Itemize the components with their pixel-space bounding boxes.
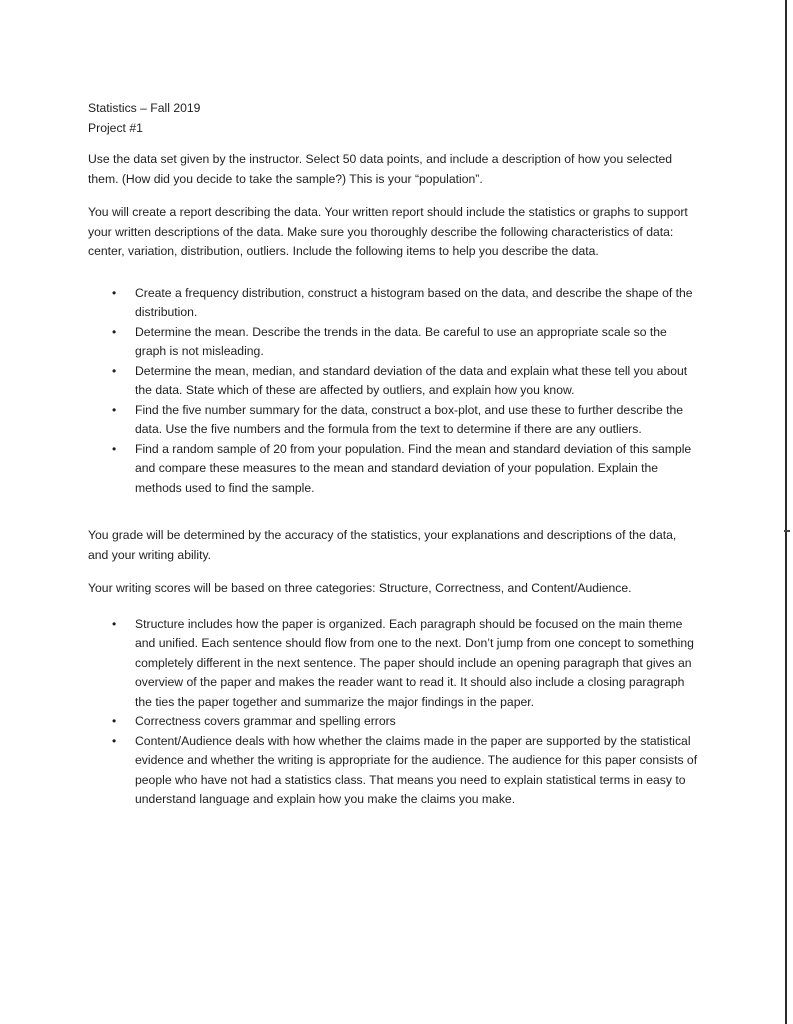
- list-item: • Determine the mean. Describe the trends in the data. Be careful to use an appropriate scale so the graph is not misleading.: [112, 324, 667, 358]
- bullet-icon: •: [112, 616, 117, 631]
- bullet-icon: •: [112, 441, 117, 456]
- scan-edge-line: [785, 0, 787, 1024]
- list-item: • Content/Audience deals with how whether the claims made in the paper are supported by the statistical evidence and whether the writing is appropriate for the audience. The audience for this paper consists of people who have not had a statistics class. That means you need to explain statistical terms in easy to understand language and explain how you make the claims you make.: [112, 733, 698, 806]
- project-title: Project #1: [88, 120, 143, 135]
- intro-paragraph-1: Use the data set given by the instructor. Select 50 data points, and include a description of how you selected them. (How did you decide to take the sample?) This is your “population”.: [88, 152, 673, 186]
- category-list: [88, 615, 698, 810]
- list-item: • Correctness covers grammar and spelling errors: [88, 712, 698, 732]
- bullet-icon: •: [112, 363, 117, 378]
- list-item: • Structure includes how the paper is organized. Each paragraph should be focused on the main theme and unified. Each sentence should flow from one to the next. Don’t jump from one concept to something completely different in the next sentence. The paper should include an opening paragraph that gives an overview of the paper and makes the reader want to read it. It should also include a closing paragraph the ties the paper together and summarize the major findings in the paper.: [112, 616, 694, 709]
- list-item: • Find the five number summary for the data, construct a box-plot, and use these to further describe the data. Use the five numbers and the formula from the text to determine if there are any outliers.: [112, 402, 684, 436]
- bullet-icon: •: [112, 324, 117, 339]
- bullet-icon: •: [112, 402, 117, 417]
- course-title: Statistics – Fall 2019: [88, 101, 201, 115]
- task-list: [88, 284, 698, 499]
- writing-scores-paragraph: Your writing scores will be based on three categories: Structure, Correctness, and Content/Audience.: [88, 581, 632, 595]
- bullet-icon: •: [112, 285, 117, 300]
- bullet-icon: •: [112, 714, 117, 728]
- grading-paragraph: You grade will be determined by the accuracy of the statistics, your explanations and descriptions of the data, and your writing ability.: [88, 528, 677, 562]
- intro-paragraph-2: You will create a report describing the data. Your written report should include the statistics or graphs to support your written descriptions of the data. Make sure you thoroughly describe the following characteristics of data: center, variation, distribution, outliers. Include the following items to help you describe the data.: [88, 205, 688, 258]
- document-body: [88, 99, 698, 810]
- list-item: • Find a random sample of 20 from your population. Find the mean and standard deviation of this sample and compare these measures to the mean and standard deviation of your population. Explain the methods used to find the sample.: [112, 441, 692, 495]
- bullet-icon: •: [112, 733, 117, 748]
- list-item: • Create a frequency distribution, construct a histogram based on the data, and describe the shape of the distribution.: [112, 285, 693, 319]
- list-item: • Determine the mean, median, and standard deviation of the data and explain what these tell you about the data. State which of these are affected by outliers, and explain how you know.: [112, 363, 688, 397]
- scan-edge-mark: [784, 530, 790, 532]
